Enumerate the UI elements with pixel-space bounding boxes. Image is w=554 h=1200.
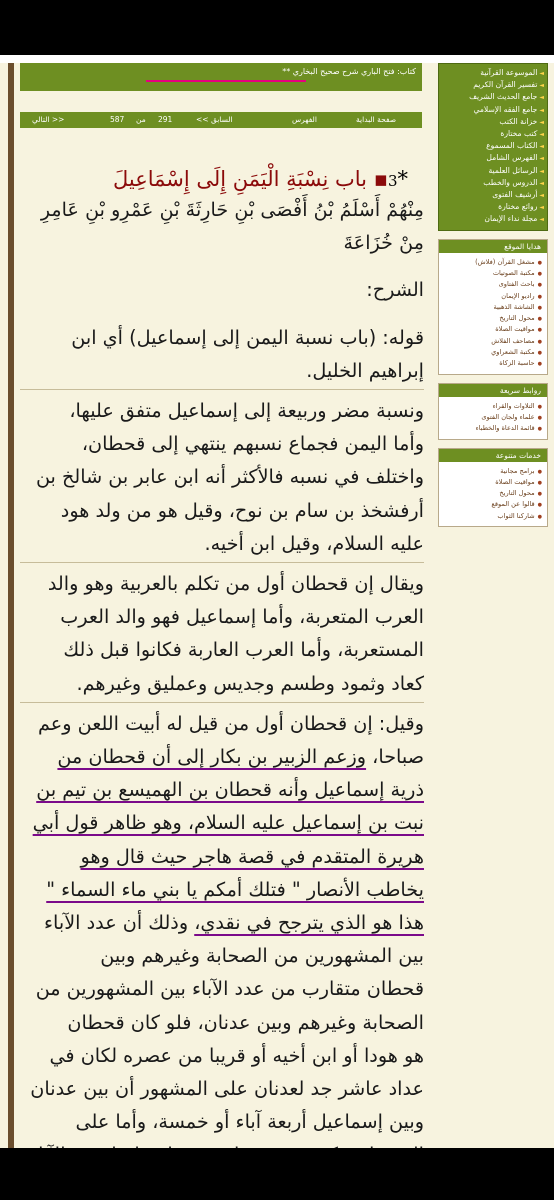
book-title-bar [20,63,422,91]
quick-link-item[interactable]: ●قائمة الدعاة والخطباء [475,424,542,433]
menu-arrow-icon: ◄ [539,94,544,102]
menu-item-label: الموسوعة القرآنية [480,68,538,77]
chapter-title: باب نِسْبَةِ الْيَمَنِ إِلَى إِسْمَاعِيلَ [112,167,368,191]
bullet-icon: ● [537,338,542,345]
article-body [20,193,424,1172]
text-line: صباحا، وزعم الزبير بن بكار إلى أن قحطان من [57,745,424,769]
next-link[interactable]: التالي >> [32,115,65,124]
book-title[interactable]: كتاب: فتح الباري شرح صحيح البخاري ** [282,67,416,76]
sidebar [438,63,548,527]
services-box [438,448,548,527]
menu-item-label: الرسائل العلمية [488,165,538,175]
main-menu [438,63,548,231]
menu-arrow-icon: ◄ [539,167,544,175]
text-line: عداد عاشر جد لعدنان على المشهور أن بين عدنان [30,1077,424,1101]
service-item[interactable]: ●محول التاريخ [499,489,542,498]
bullet-icon: ● [537,513,542,520]
bullet-icon: ● [537,403,542,410]
gifts-item[interactable]: ●مشغل القرآن (فلاش) [475,257,542,266]
separator [20,702,424,703]
menu-item-label: روائع مختارة [498,202,538,212]
menu-arrow-icon: ◄ [539,131,544,139]
hadith-line: مِنْ خُزَاعَةَ [343,231,424,255]
gifts-item[interactable]: ●الشاشة الذهبية [493,302,542,311]
menu-arrow-icon: ◄ [539,179,544,187]
chapter-heading [113,167,408,191]
service-item[interactable]: ●شاركنا الثواب [497,511,542,520]
quick-links-title: روابط سريعة [439,384,547,397]
hadith-line: مِنْهُمْ أَسْلَمُ بْنُ أَفْصَى بْنِ حَارِثَةَ بْنِ عَمْرِو بْنِ عَامِرِ [40,198,424,221]
text-line: أرفشخذ بن سام بن نوح، وقيل هو من ولد هود [60,498,424,522]
book-title-underline [146,80,306,82]
gifts-box-title: هدايا الموقع [439,240,547,253]
bullet-icon: ● [537,479,542,486]
menu-item-fatwa-archive[interactable] [442,189,544,201]
menu-item-label: الفهرس الشامل [486,153,538,163]
gifts-item[interactable]: ●مواقيت الصلاة [495,325,542,334]
text-line: العرب المتعربة، وأما إسماعيل فهو والد العرب [60,605,424,629]
text-line: عليه السلام، وقيل ابن أخيه. [204,531,424,555]
menu-item-tafsir[interactable] [442,79,544,91]
menu-arrow-icon: ◄ [539,216,544,224]
left-border [8,63,14,1148]
gifts-item[interactable]: ●مكتبة الشعراوي [491,348,542,357]
menu-item-label: الكتاب المسموع [486,141,538,151]
separator [20,562,424,563]
menu-item-label: أرشيف الفتوى [492,190,538,200]
service-item[interactable]: ●مواقيت الصلاة [495,477,542,486]
chapter-bullet: ▪ [367,167,388,191]
gifts-item[interactable]: ●مكتبة الصوتيات [492,268,542,277]
text-line: قحطان متقارب من عدد الآباء بين المشهورين من [35,977,424,1001]
menu-arrow-icon: ◄ [539,106,544,114]
bullet-icon: ● [537,270,542,277]
menu-item-label: الدروس والخطب [483,177,538,187]
bottom-black-bar [0,1148,554,1200]
menu-item-hadith[interactable] [442,91,544,103]
underlined-line: هريرة المتقدم في قصة هاجر حيث قال وهو [80,844,424,868]
text-line: كعاد وثمود وطسم وجديس وعمليق وغيرهم. [76,671,424,695]
gifts-item[interactable]: ●باحث الفتاوى [498,280,542,289]
text-line: قوله: (باب نسبة اليمن إلى إسماعيل) أي ابن [71,325,424,349]
menu-item-selected-books[interactable] [442,128,544,140]
services-title: خدمات متنوعة [439,449,547,462]
menu-item-selections[interactable] [442,201,544,213]
bullet-icon: ● [537,259,542,266]
text-line: هذا هو الذي يترجح في نقدي، وذلك أن عدد الآباء [44,911,424,935]
menu-item-label: جامع الفقه الإسلامي [473,104,538,114]
underlined-line: نبت بن إسماعيل عليه السلام، وهو ظاهر قول أبي [32,811,424,835]
text-line: وبين إسماعيل أربعة آباء أو خمسة، وأما على [75,1110,424,1134]
menu-item-label: كتب مختارة [500,129,538,139]
menu-arrow-icon: ◄ [539,204,544,212]
menu-item-label: خزانة الكتب [499,116,538,126]
service-item[interactable]: ●برامج مجانية [500,466,542,475]
menu-item-label: مجلة نداء الإيمان [484,214,538,224]
menu-item-index[interactable] [442,152,544,164]
text-line: بين المشهورين من الصحابة وغيرهم وبين [100,944,424,968]
chapter-star: * [397,167,408,191]
bullet-icon: ● [537,491,542,498]
menu-item-fiqh[interactable] [442,104,544,116]
underlined-phrase: هذا هو الذي يترجح في نقدي، [194,911,424,935]
text-line: المستعربة، وأما العرب العاربة فكانوا قبل ذلك [63,638,424,662]
menu-item-quran-encyclopedia[interactable] [442,67,544,79]
quick-link-item[interactable]: ●التلاوات والقراء [492,401,542,410]
text-line: هو هودا أو ابن أخيه أو قريبا من عصره لكان في [49,1043,424,1067]
sharh-label: الشرح: [366,278,424,302]
text-line: واختلف في نسبه فالأكثر أنه ابن عابر بن شالخ بن [35,465,424,489]
text-line: وقيل: إن قحطان أول من قيل له أبيت اللعن وعم [38,711,424,735]
of-label: من [136,115,146,124]
quick-links-box [438,383,548,440]
chapter-number: 3 [387,172,398,190]
index-link[interactable]: الفهرس [292,115,317,124]
text-line: وأما اليمن فجماع نسبهم ينتهي إلى قحطان، [81,432,424,456]
menu-item-theses[interactable] [442,165,544,177]
bullet-icon: ● [537,350,542,357]
gifts-box [438,239,548,375]
menu-arrow-icon: ◄ [539,143,544,151]
browser-page [0,55,554,1148]
bullet-icon: ● [537,414,542,421]
text-line: الصحابة وغيرهم وبين عدنان، فلو كان قحطان [67,1010,424,1034]
menu-arrow-icon: ◄ [539,118,544,126]
text-line: ونسبة مضر وربيعة إلى إسماعيل متفق عليها، [69,399,424,423]
menu-item-label: تفسير القرآن الكريم [473,80,538,90]
menu-item-lessons[interactable] [442,177,544,189]
current-page-number: 291 [158,115,173,124]
menu-item-library[interactable] [442,116,544,128]
bullet-icon: ● [537,282,542,289]
underlined-line: ذرية إسماعيل وأنه قحطان بن الهميسع بن تيم بن [36,778,424,802]
menu-arrow-icon: ◄ [539,155,544,163]
underlined-phrase: وزعم الزبير بن بكار إلى أن قحطان من [57,745,367,769]
gifts-item[interactable]: ●مصاحف الفلاش [491,336,542,345]
page-navigation-bar [20,112,422,128]
bullet-icon: ● [537,316,542,323]
quick-link-item[interactable]: ●علماء ولجان الفتوى [481,412,542,421]
start-page-link[interactable]: صفحة البداية [356,115,397,124]
gifts-item[interactable]: ●راديو الإيمان [501,291,542,300]
bullet-icon: ● [537,502,542,509]
bullet-icon: ● [537,304,542,311]
menu-item-magazine[interactable] [442,213,544,225]
prev-link[interactable]: << السابق [196,115,233,124]
separator [20,389,424,390]
underlined-line: يخاطب الأنصار " فتلك أمكم يا بني ماء السماء " [46,877,424,901]
menu-item-audio-book[interactable] [442,140,544,152]
gifts-item[interactable]: ●محول التاريخ [499,314,542,323]
text-line: إبراهيم الخليل. [306,358,424,382]
service-item[interactable]: ●قالوا عن الموقع [491,500,542,509]
bullet-icon: ● [537,293,542,300]
bullet-icon: ● [537,327,542,334]
menu-arrow-icon: ◄ [539,192,544,200]
top-strip [0,55,554,63]
menu-arrow-icon: ◄ [539,82,544,90]
menu-arrow-icon: ◄ [539,70,544,77]
bullet-icon: ● [537,468,542,475]
text-line: ويقال إن قحطان أول من تكلم بالعربية وهو والد [47,572,424,596]
total-pages: 587 [110,115,125,124]
menu-item-label: جامع الحديث الشريف [469,92,538,102]
gifts-item[interactable]: ●حاسبة الزكاة [499,359,542,368]
bullet-icon: ● [537,361,542,368]
bullet-icon: ● [537,426,542,433]
